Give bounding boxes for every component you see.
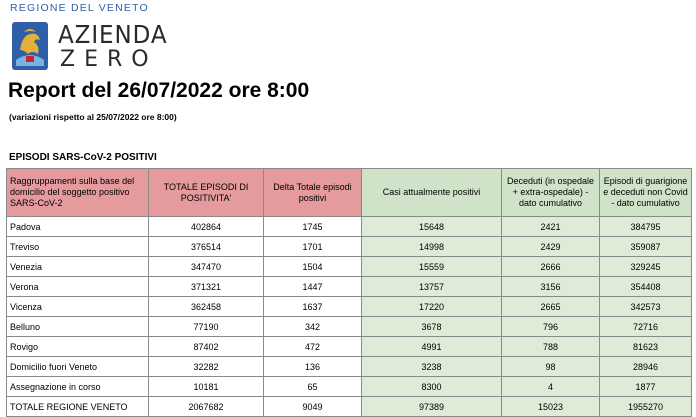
- value-cell: 376514: [149, 237, 264, 257]
- value-cell: 1955270: [600, 397, 692, 417]
- value-cell: 1701: [264, 237, 362, 257]
- table-row: [7, 297, 692, 317]
- value-cell: 354408: [600, 277, 692, 297]
- value-cell: 15648: [362, 217, 502, 237]
- table-row: [7, 337, 692, 357]
- total-row: [7, 397, 692, 417]
- row-label-cell: Belluno: [7, 317, 149, 337]
- value-cell: 65: [264, 377, 362, 397]
- value-cell: 2429: [502, 237, 600, 257]
- table-header-row: [7, 169, 692, 217]
- value-cell: 9049: [264, 397, 362, 417]
- value-cell: 28946: [600, 357, 692, 377]
- value-cell: 371321: [149, 277, 264, 297]
- table-row: [7, 217, 692, 237]
- value-cell: 342573: [600, 297, 692, 317]
- table-row: [7, 357, 692, 377]
- logo-line-zero: ZERO: [60, 47, 158, 72]
- value-cell: 788: [502, 337, 600, 357]
- value-cell: 87402: [149, 337, 264, 357]
- value-cell: 81623: [600, 337, 692, 357]
- value-cell: 384795: [600, 217, 692, 237]
- table-row: [7, 237, 692, 257]
- value-cell: 3156: [502, 277, 600, 297]
- column-header: Delta Totale episodi positivi: [264, 169, 362, 217]
- value-cell: 10181: [149, 377, 264, 397]
- row-label-cell: Padova: [7, 217, 149, 237]
- value-cell: 1877: [600, 377, 692, 397]
- value-cell: 2421: [502, 217, 600, 237]
- report-title: Report del 26/07/2022 ore 8:00: [8, 79, 310, 102]
- value-cell: 4991: [362, 337, 502, 357]
- value-cell: 2665: [502, 297, 600, 317]
- value-cell: 17220: [362, 297, 502, 317]
- row-label-cell: Domicilio fuori Veneto: [7, 357, 149, 377]
- column-header: Casi attualmente positivi: [362, 169, 502, 217]
- value-cell: 359087: [600, 237, 692, 257]
- logo-line-azienda: AZIENDA: [58, 20, 168, 49]
- value-cell: 77190: [149, 317, 264, 337]
- value-cell: 796: [502, 317, 600, 337]
- positivity-table: [6, 168, 692, 417]
- azienda-zero-logo: [6, 2, 168, 72]
- value-cell: 3678: [362, 317, 502, 337]
- table-body: [7, 217, 692, 417]
- row-label-cell: TOTALE REGIONE VENETO: [7, 397, 149, 417]
- table-row: [7, 257, 692, 277]
- value-cell: 4: [502, 377, 600, 397]
- value-cell: 362458: [149, 297, 264, 317]
- value-cell: 15023: [502, 397, 600, 417]
- value-cell: 13757: [362, 277, 502, 297]
- value-cell: 3238: [362, 357, 502, 377]
- value-cell: 8300: [362, 377, 502, 397]
- column-header: Raggruppamenti sulla base del domicilio del soggetto positivo SARS-CoV-2: [7, 169, 149, 217]
- row-label-cell: Rovigo: [7, 337, 149, 357]
- value-cell: 1504: [264, 257, 362, 277]
- value-cell: 1447: [264, 277, 362, 297]
- value-cell: 1637: [264, 297, 362, 317]
- row-label-cell: Verona: [7, 277, 149, 297]
- column-header: Deceduti (in ospedale + extra-ospedale) -dato cumulativo: [502, 169, 600, 217]
- value-cell: 136: [264, 357, 362, 377]
- value-cell: 347470: [149, 257, 264, 277]
- column-header: TOTALE EPISODI DI POSITIVITA': [149, 169, 264, 217]
- value-cell: 98: [502, 357, 600, 377]
- value-cell: 72716: [600, 317, 692, 337]
- report-subtitle: (variazioni rispetto al 25/07/2022 ore 8:00): [9, 112, 177, 122]
- value-cell: 2666: [502, 257, 600, 277]
- row-label-cell: Assegnazione in corso: [7, 377, 149, 397]
- value-cell: 15559: [362, 257, 502, 277]
- value-cell: 1745: [264, 217, 362, 237]
- table-row: [7, 317, 692, 337]
- table-row: [7, 377, 692, 397]
- value-cell: 472: [264, 337, 362, 357]
- column-header: Episodi di guarigione e deceduti non Covid - dato cumulativo: [600, 169, 692, 217]
- row-label-cell: Vicenza: [7, 297, 149, 317]
- value-cell: 2067682: [149, 397, 264, 417]
- region-label: REGIONE DEL VENETO: [10, 2, 149, 14]
- value-cell: 32282: [149, 357, 264, 377]
- value-cell: 402864: [149, 217, 264, 237]
- table-row: [7, 277, 692, 297]
- row-label-cell: Treviso: [7, 237, 149, 257]
- section-title: EPISODI SARS-CoV-2 POSITIVI: [9, 152, 157, 163]
- row-label-cell: Venezia: [7, 257, 149, 277]
- value-cell: 342: [264, 317, 362, 337]
- lion-crest-icon: [10, 20, 50, 72]
- value-cell: 97389: [362, 397, 502, 417]
- value-cell: 14998: [362, 237, 502, 257]
- value-cell: 329245: [600, 257, 692, 277]
